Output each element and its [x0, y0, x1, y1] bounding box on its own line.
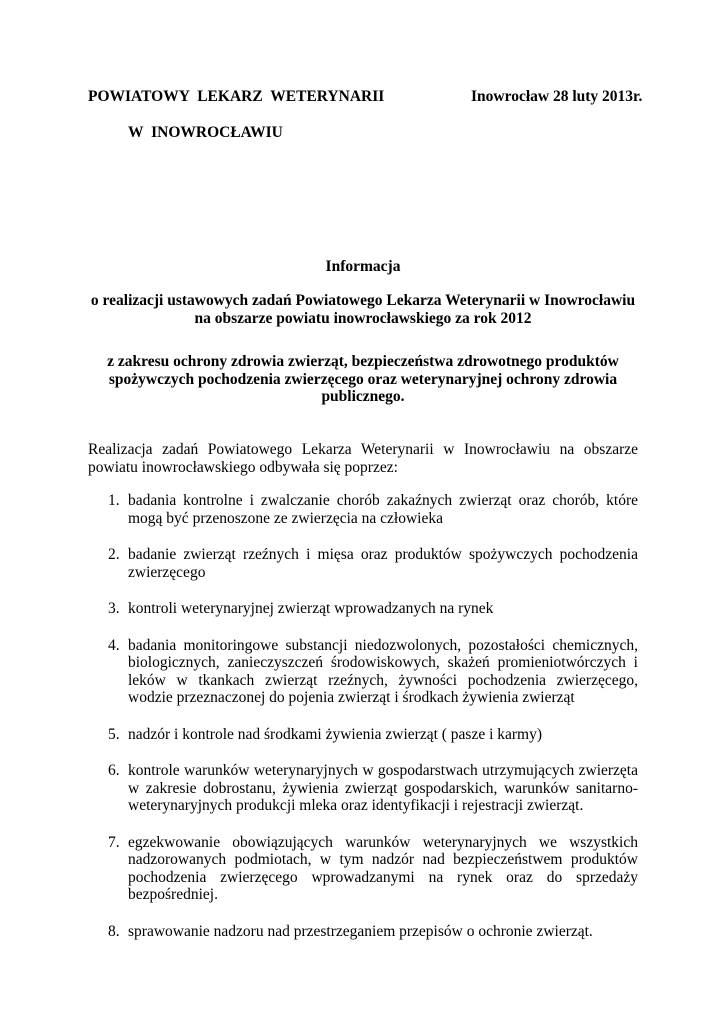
- office-name-line1: POWIATOWY LEKARZ WETERYNARII: [88, 88, 385, 105]
- list-item-number: 2.: [108, 546, 120, 563]
- list-item: [88, 637, 638, 707]
- list-item-number: 7.: [108, 833, 120, 851]
- list-item-number: 5.: [108, 725, 120, 743]
- office-name-line2: W INOWROCŁAWIU: [128, 124, 283, 141]
- document-scope: z zakresu ochrony zdrowia zwierząt, bezpieczeństwa zdrowotnego produktów spożywczych pochodzenia zwierzęcego oraz weterynaryjnej ochrony zdrowia publicznego.: [107, 353, 619, 405]
- list-item-text: badanie zwierząt rzeźnych i mięsa oraz produktów spożywczych pochodzenia zwierzęcego: [128, 546, 638, 581]
- list-item: [88, 834, 638, 904]
- list-item: [88, 762, 638, 815]
- list-item-text: badania kontrolne i zwalczanie chorób zakaźnych zwierząt oraz chorób, które mogą być przenoszone ze zwierzęcia na człowieka: [128, 492, 638, 527]
- list-item-number: 4.: [108, 636, 120, 654]
- place-and-date: Inowrocław 28 luty 2013r.: [471, 88, 643, 105]
- list-item-text: badania monitoringowe substancji niedozwolonych, pozostałości chemicznych, biologicznych, zanieczyszczeń środowiskowych, skażeń promieniotwórczych i leków w tkankach zwierząt rzeźnych, żywności pochodzenia zwierzęcego, wodzie przeznaczonej do pojenia zwierząt i środkach żywienia zwierząt: [128, 636, 638, 706]
- list-item-text: sprawowanie nadzoru nad przestrzeganiem przepisów o ochronie zwierząt.: [128, 922, 593, 940]
- list-item-text: egzekwowanie obowiązujących warunków weterynaryjnych we wszystkich nadzorowanych podmiotach, w tym nadzór nad bezpieczeństwem produktów pochodzenia zwierzęcego wprowadzanymi na rynek oraz do sprzedaży bezpośredniej.: [128, 833, 638, 903]
- document-title: Informacja: [325, 258, 401, 275]
- document-subtitle: o realizacji ustawowych zadań Powiatowego Lekarza Weterynarii w Inowrocławiu na obszarze powiatu inowrocławskiego za rok 2012: [90, 292, 636, 327]
- list-item: [88, 923, 638, 941]
- list-item-text: nadzór i kontrole nad środkami żywienia zwierząt ( pasze i karmy): [128, 725, 543, 743]
- list-item-number: 3.: [108, 600, 120, 617]
- list-item: [88, 726, 638, 744]
- list-item: [88, 492, 638, 527]
- task-list: [88, 492, 638, 959]
- intro-paragraph: Realizacja zadań Powiatowego Lekarza Weterynarii w Inowrocławiu na obszarze powiatu inowrocławskiego odbywała się poprzez:: [88, 441, 638, 476]
- list-item-number: 8.: [108, 922, 120, 940]
- list-item-text: kontroli weterynaryjnej zwierząt wprowadzanych na rynek: [128, 600, 494, 617]
- list-item-number: 1.: [108, 492, 120, 509]
- list-item: [88, 546, 638, 581]
- list-item: [88, 600, 638, 618]
- list-item-number: 6.: [108, 762, 120, 779]
- list-item-text: kontrole warunków weterynaryjnych w gospodarstwach utrzymujących zwierzęta w zakresie dobrostanu, żywienia zwierząt gospodarskich, warunków sanitarno-weterynaryjnych produkcji mleka oraz identyfikacji i rejestracji zwierząt.: [128, 762, 638, 814]
